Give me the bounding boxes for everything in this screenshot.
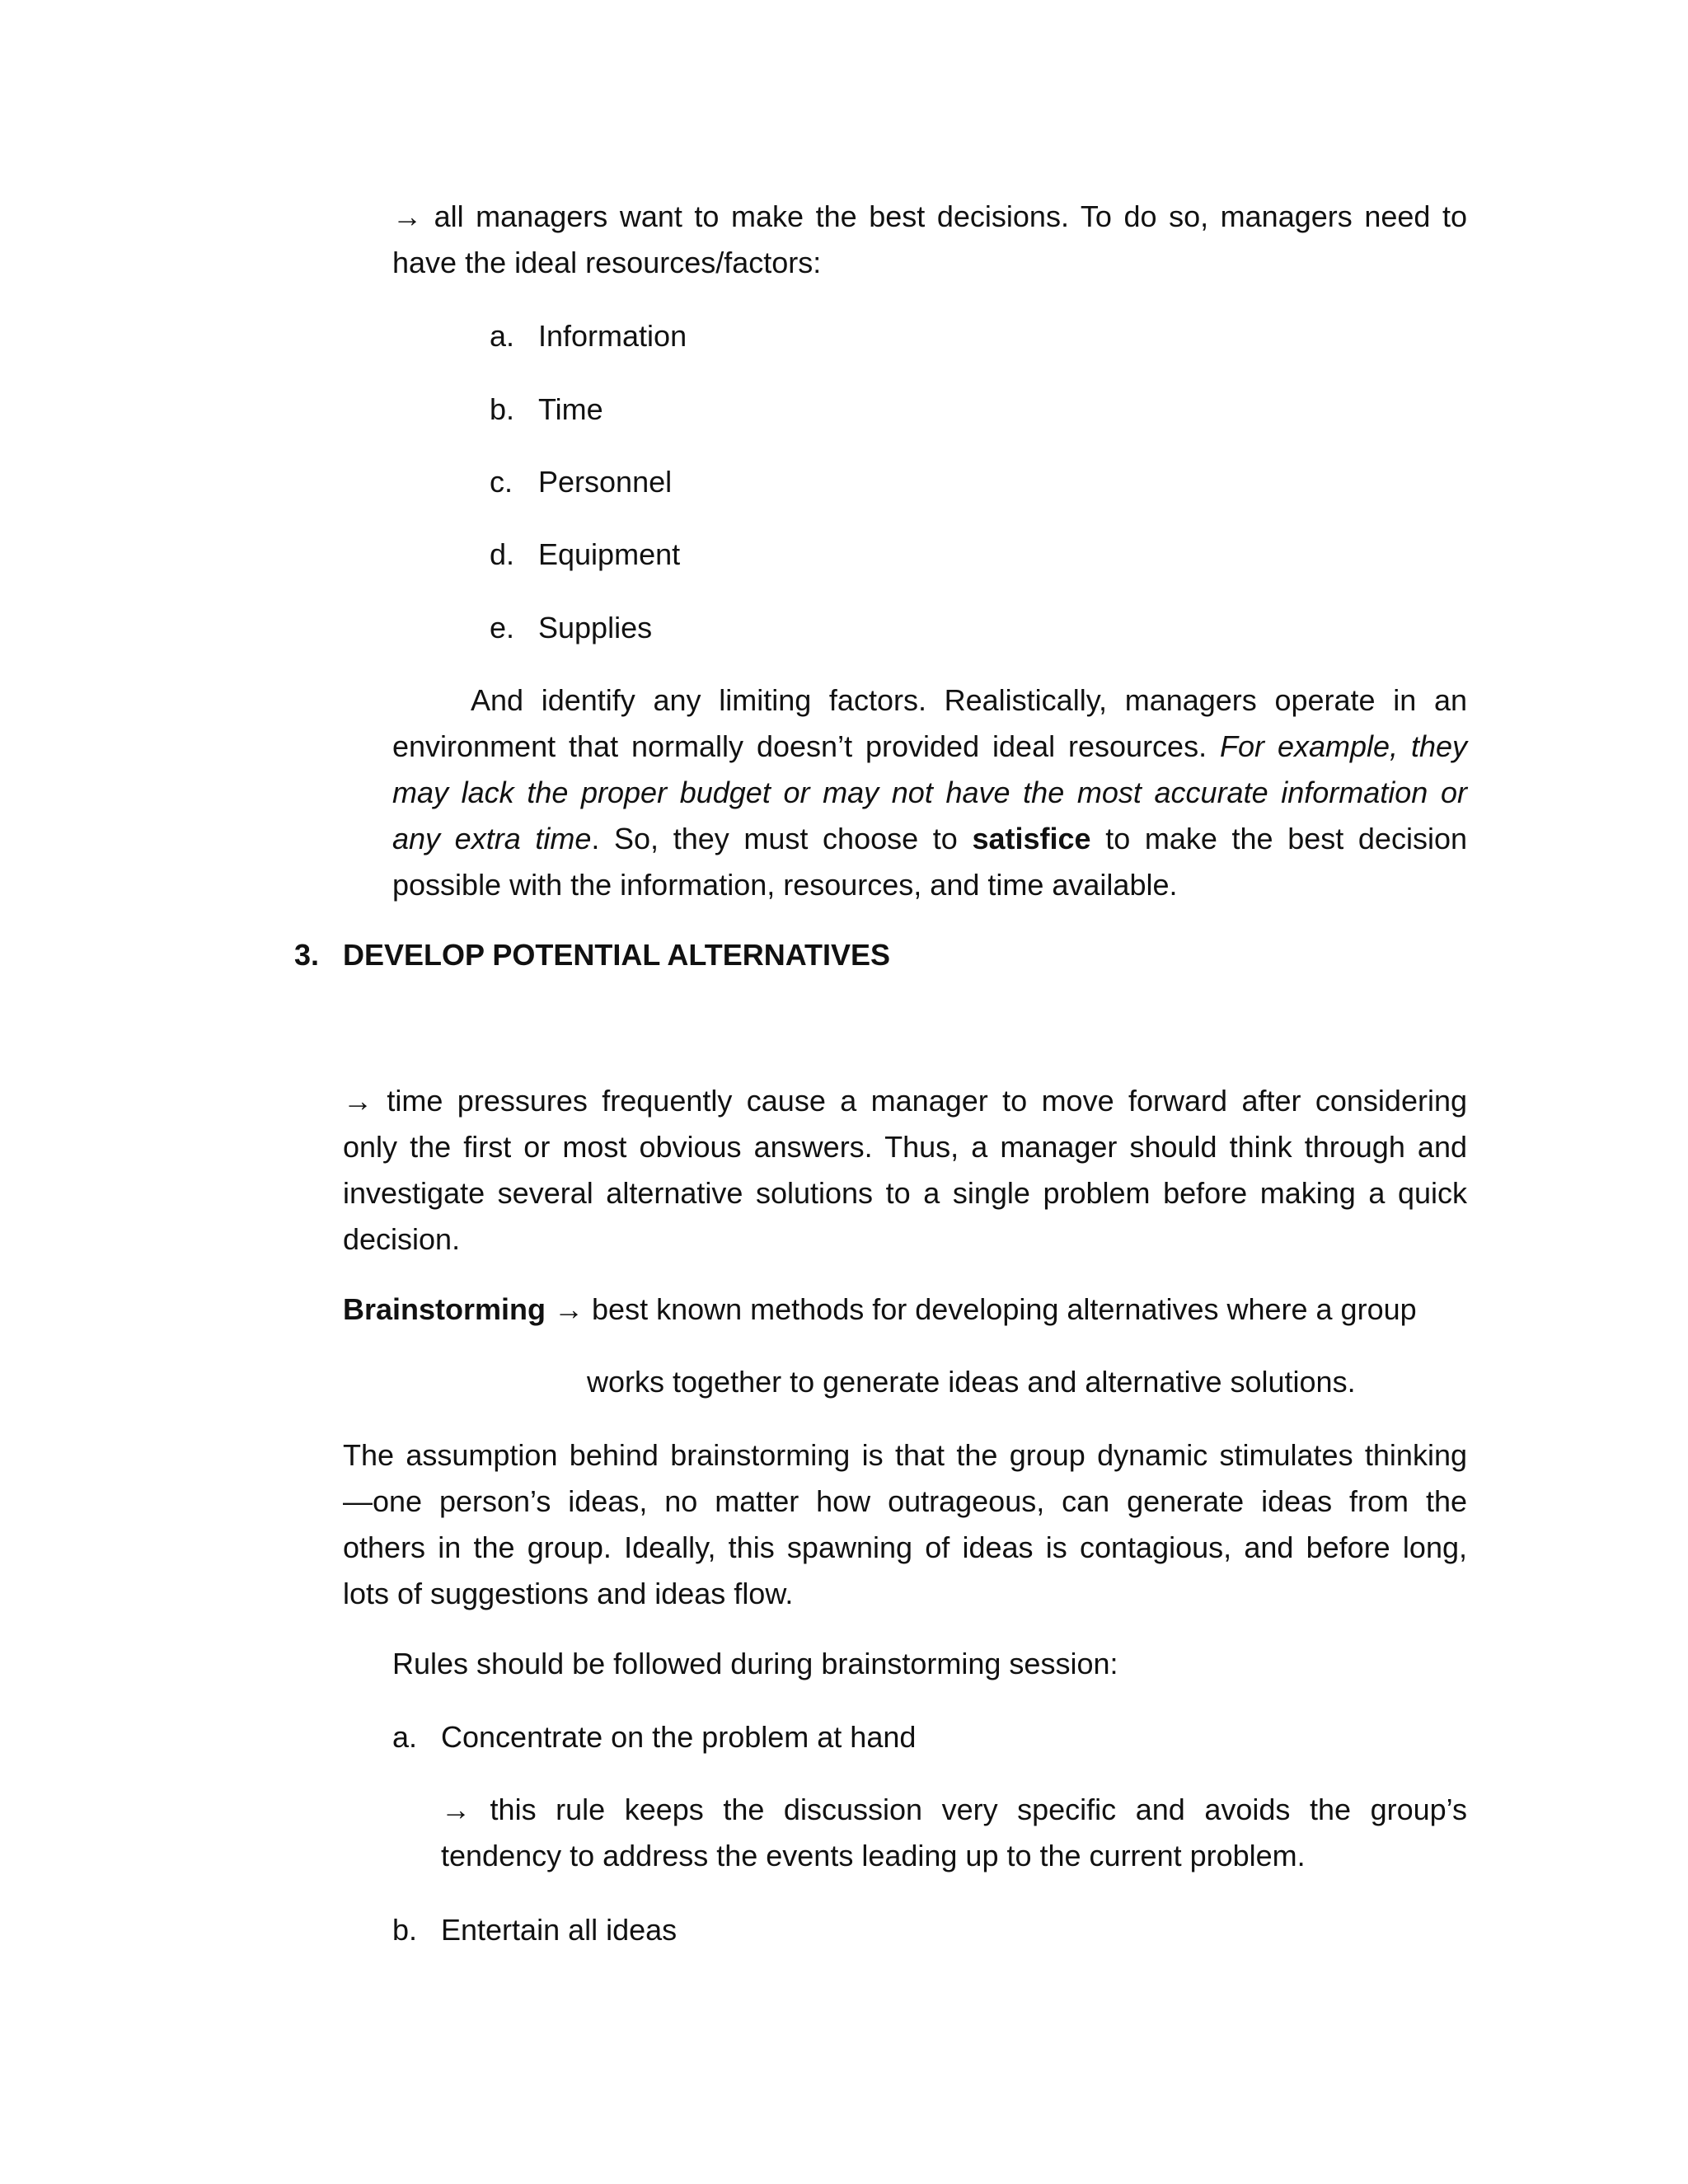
list-item-text: Personnel: [538, 465, 673, 499]
rule-note-line-1: → this rule keeps the discussion very specific and avoids the group’s: [441, 1793, 1467, 1826]
time-line-1: → time pressures frequently cause a manager to move forward after considering: [343, 1084, 1467, 1118]
list-item-text: Supplies: [538, 611, 653, 644]
time-line-3: investigate several alternative solutions to a single problem before making a quick: [343, 1176, 1467, 1210]
limiting-line-2-text: environment that normally doesn’t provided ideal resources.: [392, 729, 1221, 763]
limiting-line-1-text: And identify any limiting factors. Realistically, managers operate in an: [471, 683, 1467, 717]
rule-marker: b.: [392, 1913, 418, 1947]
rule-marker: a.: [392, 1720, 418, 1754]
rules-intro: Rules should be followed during brainstorming session:: [392, 1647, 1118, 1680]
list-item-text: Equipment: [538, 537, 681, 571]
assumption-line-2: —one person’s ideas, no matter how outrageous, can generate ideas from the: [343, 1484, 1467, 1518]
limiting-line-5: possible with the information, resources, and time available.: [392, 868, 1178, 902]
satisfice-term: satisfice: [972, 822, 1091, 855]
time-line-4: decision.: [343, 1222, 461, 1256]
assumption-paragraph: [343, 1432, 1467, 1617]
list-marker: d.: [490, 537, 515, 571]
list-marker: b.: [490, 392, 515, 426]
limiting-factors-paragraph: [392, 677, 1467, 908]
brainstorming-term: Brainstorming: [343, 1292, 546, 1326]
brainstorming-definition: [343, 1286, 1417, 1333]
limiting-line-2-italic: For example, they: [1220, 729, 1467, 763]
rule-note-line-2: tendency to address the events leading up to the current problem.: [441, 1839, 1306, 1872]
list-item: [490, 532, 514, 578]
list-item: [490, 313, 514, 359]
limiting-line-4: [392, 816, 1467, 862]
assumption-line-1: The assumption behind brainstorming is that the group dynamic stimulates thinking: [343, 1438, 1467, 1472]
list-item: [490, 387, 514, 433]
intro-line-2: have the ideal resources/factors:: [392, 246, 822, 279]
list-item: [490, 605, 514, 651]
limiting-line-1: [392, 677, 1467, 724]
brainstorming-def-line-2: works together to generate ideas and alternative solutions.: [587, 1365, 1356, 1399]
list-item-text: Time: [538, 392, 603, 426]
limiting-line-4-italic: any extra time: [392, 822, 592, 855]
limiting-line-4-tail: to make the best decision: [1090, 822, 1467, 855]
assumption-line-3: others in the group. Ideally, this spawning of ideas is contagious, and before long,: [343, 1530, 1467, 1564]
time-line-2: only the first or most obvious answers. Thus, a manager should think through and: [343, 1130, 1467, 1164]
intro-paragraph: [392, 194, 1467, 286]
rule-note: [441, 1787, 1467, 1879]
list-item-text: Information: [538, 319, 687, 353]
limiting-line-2: [392, 724, 1467, 770]
list-marker: c.: [490, 465, 513, 499]
section-number: 3.: [294, 938, 320, 972]
rule-text: Concentrate on the problem at hand: [441, 1720, 917, 1754]
list-marker: e.: [490, 611, 515, 644]
limiting-line-4-text: . So, they must choose to: [591, 822, 973, 855]
list-item: [490, 459, 513, 505]
section-heading: DEVELOP POTENTIAL ALTERNATIVES: [343, 938, 891, 972]
assumption-line-4: lots of suggestions and ideas flow.: [343, 1577, 794, 1610]
time-pressure-paragraph: [343, 1078, 1467, 1263]
brainstorming-def-line-1: → best known methods for developing alternatives where a group: [546, 1292, 1417, 1326]
intro-line-1: → all managers want to make the best decisions. To do so, managers need to: [392, 199, 1467, 233]
list-marker: a.: [490, 319, 515, 353]
limiting-line-3: may lack the proper budget or may not have the most accurate information or: [392, 776, 1467, 809]
rule-text: Entertain all ideas: [441, 1913, 678, 1947]
